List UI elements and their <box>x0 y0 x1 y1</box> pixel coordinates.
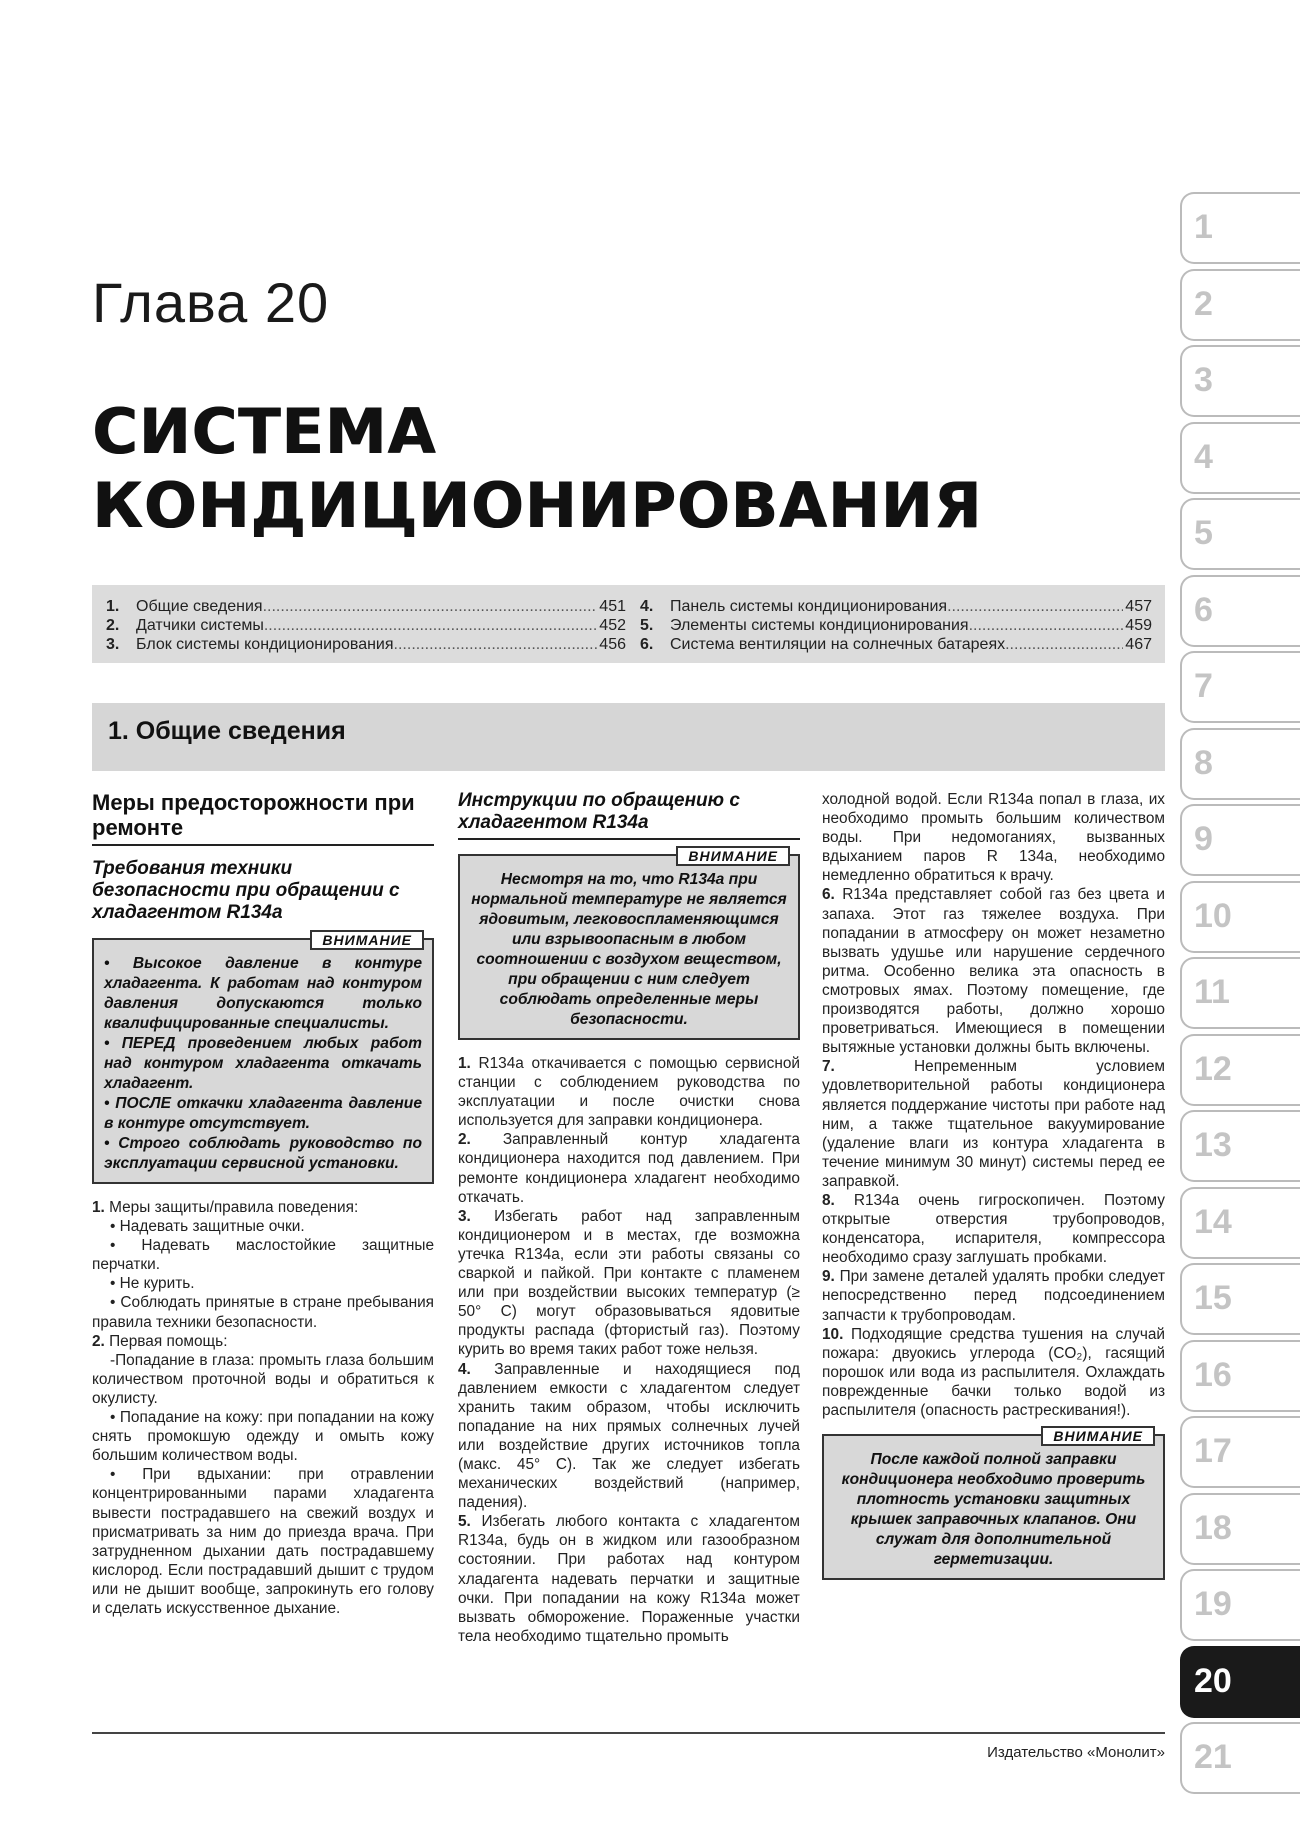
chapter-tab-6[interactable] <box>1180 575 1300 647</box>
warning-badge: ВНИМАНИЕ <box>310 930 424 950</box>
chapter-title-line: КОНДИЦИОНИРОВАНИЯ <box>92 469 983 542</box>
list-subitem: • При вдыхании: при отравлении концентрированными парами хладагента вывести пострадавшего на свежий воздух и присматривать за ним до приезда врача. При затрудненном дыхании дать пострадавшему кислород. Если пострадавший дышит с трудом или не дышит вообще, запрокинуть его голову и сделать искусственное дыхание. <box>92 1466 434 1617</box>
chapter-title-line: СИСТЕМА <box>92 395 437 468</box>
warning-text: Несмотря на то, что R134a при нормальной температуре не является ядовитым, легковоспламеняющимся или взрывоопасным в любом соотношении с воздухом веществом, при обращении с ним следует соблюдать определенные меры безопасности. <box>471 871 787 1028</box>
chapter-tabs <box>1180 192 1300 1799</box>
warning-badge: ВНИМАНИЕ <box>676 846 790 866</box>
chapter-tab-21[interactable] <box>1180 1722 1300 1794</box>
toc-entry[interactable]: 2. Датчики системы ..... 452 <box>106 616 626 635</box>
list-item: 5. Избегать любого контакта с хладагентом R134a, будь он в жидком или газообразном состоянии. При работах над контуром хладагента надевать перчатки и защитные очки. При попадании на кожу R134a может вызвать обморожение. Пораженные участки тела необходимо тщательно промыть <box>458 1513 800 1645</box>
list-subitem: -Попадание в глаза: промыть глаза большим количеством проточной воды и обратиться к окулисту. <box>92 1351 434 1407</box>
chapter-tab-label: 1 <box>1194 208 1213 246</box>
chapter-tab-4[interactable] <box>1180 422 1300 494</box>
list-item: 2. Первая помощь: <box>92 1332 228 1350</box>
chapter-tab-label: 21 <box>1194 1738 1232 1776</box>
warning-text: • ПЕРЕД проведением любых работ над контуром хладагента откачать хладагент. <box>104 1035 422 1092</box>
text-column-3 <box>822 790 1165 1594</box>
list-subitem: • Попадание на кожу: при попадании на кожу снять промокшую одежду и омыть кожу большим количеством воды. <box>92 1409 434 1465</box>
list-item: 4. Заправленные и находящиеся под давлением емкости с хладагентом следует хранить таким образом, чтобы исключить попадание на них прямых солнечных лучей или воздействие других источников топла (макс. 45° С). Так же следует избегать механических воздействий (например, падения). <box>458 1360 801 1512</box>
list-subitem: • Надевать маслостойкие защитные перчатки. <box>92 1237 434 1274</box>
table-of-contents <box>92 585 1165 663</box>
chapter-tab-label: 6 <box>1194 590 1213 629</box>
chapter-tab-1[interactable] <box>1180 192 1300 264</box>
chapter-tab-10[interactable] <box>1180 881 1300 953</box>
toc-entry[interactable]: 5. Элементы системы кондиционирования ..... 459 <box>640 616 1152 635</box>
footer-divider <box>92 1732 1165 1734</box>
chapter-tab-label: 11 <box>1194 973 1230 1011</box>
list-item: 8. R134a очень гигроскопичен. Поэтому открытые отверстия трубопроводов, конденсатора, испарителя, компрессора необходимо сразу заглушать пробками. <box>822 1191 1165 1267</box>
chapter-tab-20[interactable] <box>1180 1646 1300 1718</box>
toc-entry[interactable]: 4. Панель системы кондиционирования ..... 457 <box>640 597 1152 616</box>
warning-text: • Строго соблюдать руководство по эксплуатации сервисной установки. <box>104 1135 422 1172</box>
subsection-heading: Меры предосторожности при ремонте <box>92 790 434 846</box>
chapter-tab-label: 15 <box>1194 1279 1232 1317</box>
list-item: 1. R134a откачивается с помощью сервисной станции с соблюдением руководства по эксплуатации и после очистки снова используется для заправки кондиционера. <box>458 1055 801 1130</box>
text-column-2 <box>458 790 800 1646</box>
chapter-tab-19[interactable] <box>1180 1569 1300 1641</box>
chapter-tab-label: 7 <box>1194 667 1213 705</box>
list-item: 6. R134a представляет собой газ без цвета и запаха. Этот газ тяжелее воздуха. При попадании в атмосферу он может незаметно вызвать удушье или нарушение сердечного ритма. Особенно велика эта опасность в смотровых ямах. Поэтому помещение, где производятся работы, должно хорошо проветриваться. Имеющиеся в помещении вытяжные установки должны быть включены. <box>822 886 1165 1057</box>
chapter-tab-11[interactable] <box>1180 957 1300 1029</box>
chapter-tab-14[interactable] <box>1180 1187 1300 1259</box>
chapter-tab-12[interactable] <box>1180 1034 1300 1106</box>
chapter-tab-label: 10 <box>1194 896 1232 935</box>
subsection-heading: Инструкции по обращению с хладагентом R134a <box>458 790 800 840</box>
list-item: 3. Избегать работ над заправленным кондиционером и в местах, где возможна утечка R134a, если эти работы связаны со сваркой и пайкой. При контакте с пламенем или при воздействии высоких температур (≥ 50° С) могут образовываться ядовитые продукты распада (фтористый газ). Поэтому курить во время таких работ тоже нельзя. <box>458 1207 800 1359</box>
chapter-tab-16[interactable] <box>1180 1340 1300 1412</box>
subsection-subheading: Требования техники безопасности при обращении с хладагентом R134a <box>92 858 400 923</box>
chapter-tab-label: 9 <box>1194 820 1213 858</box>
toc-column-left <box>106 597 626 654</box>
toc-entry[interactable]: 1. Общие сведения ..... 451 <box>106 597 626 616</box>
chapter-tab-label: 18 <box>1194 1508 1232 1547</box>
list-item: 2. Заправленный контур хладагента кондиционера находится под давлением. При ремонте кондиционера хладагент необходимо откачать. <box>458 1131 800 1206</box>
chapter-tab-label: 12 <box>1194 1049 1232 1088</box>
list-subitem: • Надевать защитные очки. <box>110 1218 305 1236</box>
chapter-tab-17[interactable] <box>1180 1416 1300 1488</box>
list-item: 1. Меры защиты/правила поведения: <box>92 1199 359 1216</box>
chapter-tab-label: 4 <box>1194 437 1213 476</box>
list-subitem: • Не курить. <box>110 1275 195 1293</box>
chapter-tab-label: 17 <box>1194 1432 1232 1470</box>
chapter-tab-label: 2 <box>1194 284 1213 323</box>
chapter-tab-9[interactable] <box>1180 804 1300 876</box>
chapter-tab-label: 16 <box>1194 1355 1232 1394</box>
chapter-tab-13[interactable] <box>1180 1110 1300 1182</box>
list-item: 9. При замене деталей удалять пробки следует непосредственно перед подсоединением запчасти к трубопроводам. <box>822 1268 1165 1324</box>
toc-entry[interactable]: 3. Блок системы кондиционирования ..... 456 <box>106 635 626 654</box>
paragraph-continuation: холодной водой. Если R134a попал в глаза, их необходимо промыть большим количеством воды. При недомоганиях, вызванных вдыханием паров R 134a, необходимо немедленно обратиться к врачу. <box>822 791 1165 885</box>
chapter-tab-15[interactable] <box>1180 1263 1300 1335</box>
warning-box <box>92 932 434 1184</box>
warning-box <box>458 848 800 1040</box>
text-column-1 <box>92 790 434 1618</box>
chapter-tab-label: 13 <box>1194 1126 1232 1164</box>
chapter-tab-18[interactable] <box>1180 1493 1300 1565</box>
section-header <box>92 703 1165 771</box>
chapter-tab-5[interactable] <box>1180 498 1300 570</box>
warning-text: • Высокое давление в контуре хладагента. К работам над контуром давления допускаются только квалифицированные специалисты. <box>104 955 422 1032</box>
toc-entry[interactable]: 6. Система вентиляции на солнечных батареях ..... 467 <box>640 635 1152 654</box>
chapter-tab-label: 19 <box>1194 1585 1232 1623</box>
list-item: 7. Непременным условием удовлетворительной работы кондиционера является поддержание чистоты при работе над ним, а также тщательное вакуумирование (удаление влаги из контура хладагента в течение минимум 30 минут) системы перед ее заправкой. <box>822 1058 1165 1190</box>
chapter-tab-2[interactable] <box>1180 269 1300 341</box>
chapter-tab-label: 8 <box>1194 743 1213 782</box>
chapter-tab-8[interactable] <box>1180 728 1300 800</box>
chapter-tab-label: 14 <box>1194 1202 1232 1241</box>
section-title: 1. Общие сведения <box>108 717 346 745</box>
chapter-tab-7[interactable] <box>1180 651 1300 723</box>
toc-column-right <box>640 597 1152 654</box>
list-item: 10. Подходящие средства тушения на случай пожара: двуокись углерода (CO₂), гасящий порошок или вода из распылителя. Охлаждать поврежденные бачки только водой из распылителя (опасность растрескивания!). <box>822 1325 1166 1419</box>
warning-badge: ВНИМАНИЕ <box>1041 1426 1155 1446</box>
warning-text: • ПОСЛЕ откачки хладагента давление в контуре отсутствует. <box>104 1095 422 1132</box>
chapter-tab-label: 5 <box>1194 514 1213 552</box>
warning-box <box>822 1428 1165 1580</box>
chapter-tab-label: 20 <box>1194 1661 1232 1700</box>
publisher-name: Издательство «Монолит» <box>987 1744 1165 1761</box>
warning-text: После каждой полной заправки кондиционера необходимо проверить плотность установки защитных крышек заправочных клапанов. Они служат для дополнительной герметизации. <box>841 1451 1146 1569</box>
chapter-title <box>92 395 992 543</box>
list-subitem: • Соблюдать принятые в стране пребывания правила техники безопасности. <box>92 1294 434 1331</box>
chapter-tab-3[interactable] <box>1180 345 1300 417</box>
chapter-label: Глава 20 <box>92 271 330 334</box>
chapter-tab-label: 3 <box>1194 361 1213 399</box>
